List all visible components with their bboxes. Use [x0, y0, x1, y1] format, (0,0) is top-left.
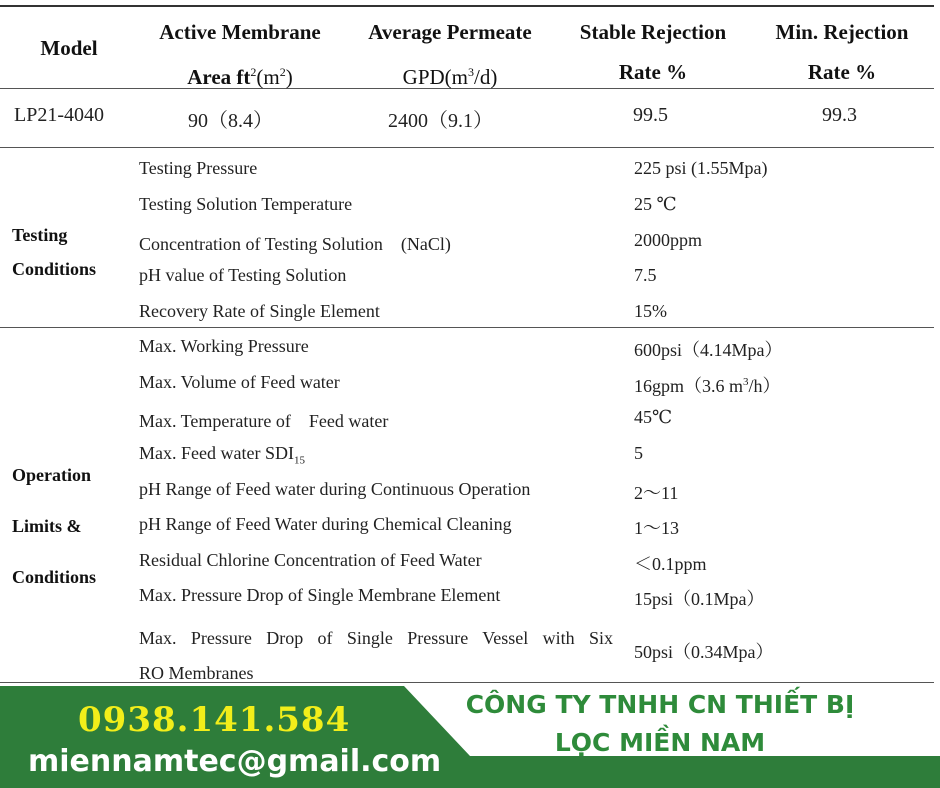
header-area: Active Membrane Area $ft^2(m^2)$	[159, 20, 321, 89]
testing-value: 2000ppm	[634, 230, 703, 250]
operation-label: Max. Temperature of Feed water	[139, 411, 389, 431]
testing-value: 7.5	[634, 265, 657, 285]
operation-value: ＜0.1ppm	[634, 554, 707, 574]
product-model: LP21-4040	[14, 104, 104, 126]
testing-label: Recovery Rate of Single Element	[139, 301, 380, 321]
operation-value: 2～11	[634, 483, 679, 503]
operation-value: 16gpm（3.6 $m^3/h$）	[634, 376, 781, 396]
operation-value: 600psi（4.14Mpa）	[634, 340, 783, 360]
testing-label: Testing Solution Temperature	[139, 194, 353, 214]
header-model: Model	[40, 36, 98, 60]
company-name-line2: LỌC MIỀN NAM	[554, 728, 766, 757]
testing-section-title: Testing Conditions	[12, 225, 97, 279]
header-stable-rejection: Stable Rejection Rate %	[579, 20, 727, 84]
operation-value: 50psi（0.34Mpa）	[634, 642, 774, 662]
testing-value: 25 ℃	[634, 194, 677, 214]
operation-value: 1～13	[634, 518, 679, 538]
product-stable: 99.5	[633, 104, 668, 126]
email-address: miennamtec@gmail.com	[28, 744, 442, 779]
product-min: 99.3	[822, 104, 857, 126]
operation-label: Max. Pressure Drop of Single Membrane Element	[139, 585, 501, 605]
company-name-line1: CÔNG TY TNHH CN THIẾT BỊ	[465, 690, 855, 719]
testing-label: pH value of Testing Solution	[139, 265, 347, 285]
testing-value: 225 psi (1.55Mpa)	[634, 158, 768, 178]
testing-rule	[0, 327, 934, 328]
top-rule	[0, 5, 934, 7]
product-permeate: 2400（9.1）	[388, 110, 493, 132]
testing-value: 15%	[634, 301, 667, 321]
testing-label: Concentration of Testing Solution (NaCl)	[139, 234, 451, 254]
product-area: 90（8.4）	[188, 110, 273, 132]
operation-label: Max. Working Pressure	[139, 336, 309, 356]
operation-value: 45℃	[634, 407, 673, 427]
contact-banner	[0, 686, 940, 788]
header-min-rejection: Min. Rejection Rate %	[775, 20, 909, 84]
operation-value: 15psi（0.1Mpa）	[634, 589, 765, 609]
testing-label: Testing Pressure	[139, 158, 258, 178]
operation-label: Residual Chlorine Concentration of Feed Water	[139, 550, 482, 570]
operation-label: pH Range of Feed Water during Chemical Cleaning	[139, 514, 512, 534]
header-permeate: Average Permeate $GPD(m^3/d)$	[368, 20, 532, 89]
phone-number: 0938.141.584	[78, 700, 351, 740]
operation-section-title: Operation Limits & Conditions	[12, 465, 97, 587]
operation-label: pH Range of Feed water during Continuous Operation	[139, 479, 531, 499]
product-rule	[0, 147, 934, 148]
operation-value: 5	[634, 443, 643, 463]
operation-label: Max. Feed water $SDI_{15}$	[139, 443, 305, 467]
operation-label: Max. Pressure Drop of Single Pressure Vessel with Six RO Membranes	[139, 628, 613, 683]
operation-label: Max. Volume of Feed water	[139, 372, 340, 392]
